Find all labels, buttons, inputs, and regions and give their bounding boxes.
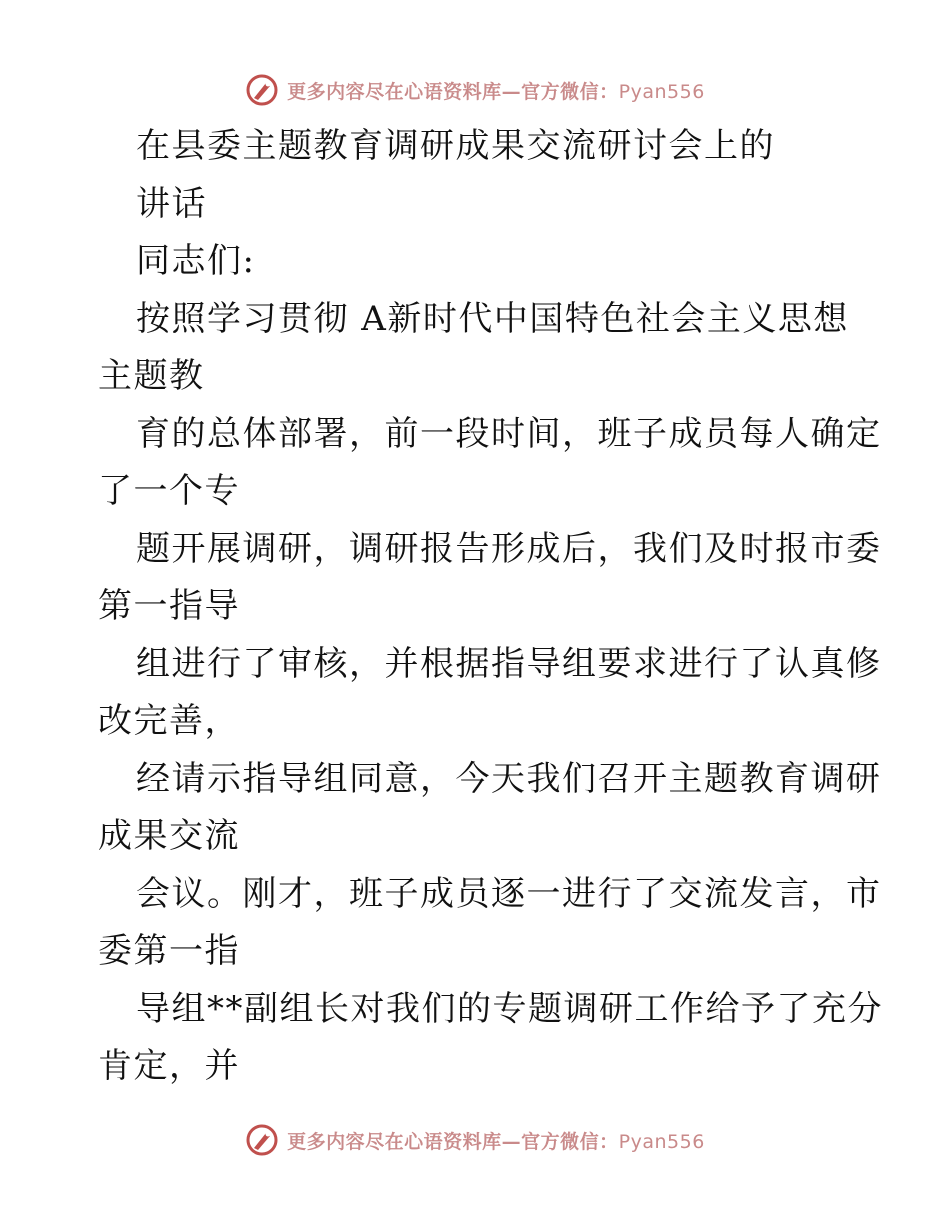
paragraph-line: 主题教 [98, 356, 205, 396]
document-body [98, 118, 888, 1096]
paragraph-line: 题开展调研，调研报告形成后，我们及时报市委 [136, 528, 882, 569]
paragraph-line: 成果交流 [98, 816, 240, 856]
pen-nib-logo-icon [245, 73, 279, 107]
document-title-line-2: 讲话 [136, 183, 207, 224]
paragraph-line: 了一个专 [98, 471, 240, 511]
salutation: 同志们: [136, 241, 256, 281]
paragraph-line: 按照学习贯彻 A新时代中国特色社会主义思想 [136, 298, 849, 339]
watermark-header [0, 70, 950, 110]
paragraph-line: 经请示指导组同意，今天我们召开主题教育调研 [136, 758, 882, 799]
watermark-text: 更多内容尽在心语资料库—官方微信：Pyan556 [287, 1130, 705, 1153]
paragraph-line: 委第一指 [98, 931, 240, 971]
watermark-text: 更多内容尽在心语资料库—官方微信：Pyan556 [287, 80, 705, 103]
paragraph-line: 会议。刚才，班子成员逐一进行了交流发言，市 [136, 873, 882, 914]
watermark-footer [0, 1120, 950, 1160]
paragraph-line: 肯定，并 [98, 1046, 240, 1086]
paragraph-line: 改完善， [98, 701, 240, 741]
pen-nib-logo-icon [245, 1123, 279, 1157]
paragraph-line: 导组**副组长对我们的专题调研工作给予了充分 [136, 988, 883, 1029]
paragraph-line: 第一指导 [98, 586, 240, 626]
paragraph-line: 育的总体部署，前一段时间，班子成员每人确定 [136, 413, 882, 454]
document-title-line-1: 在县委主题教育调研成果交流研讨会上的 [136, 126, 775, 166]
paragraph-line: 组进行了审核，并根据指导组要求进行了认真修 [136, 643, 882, 684]
